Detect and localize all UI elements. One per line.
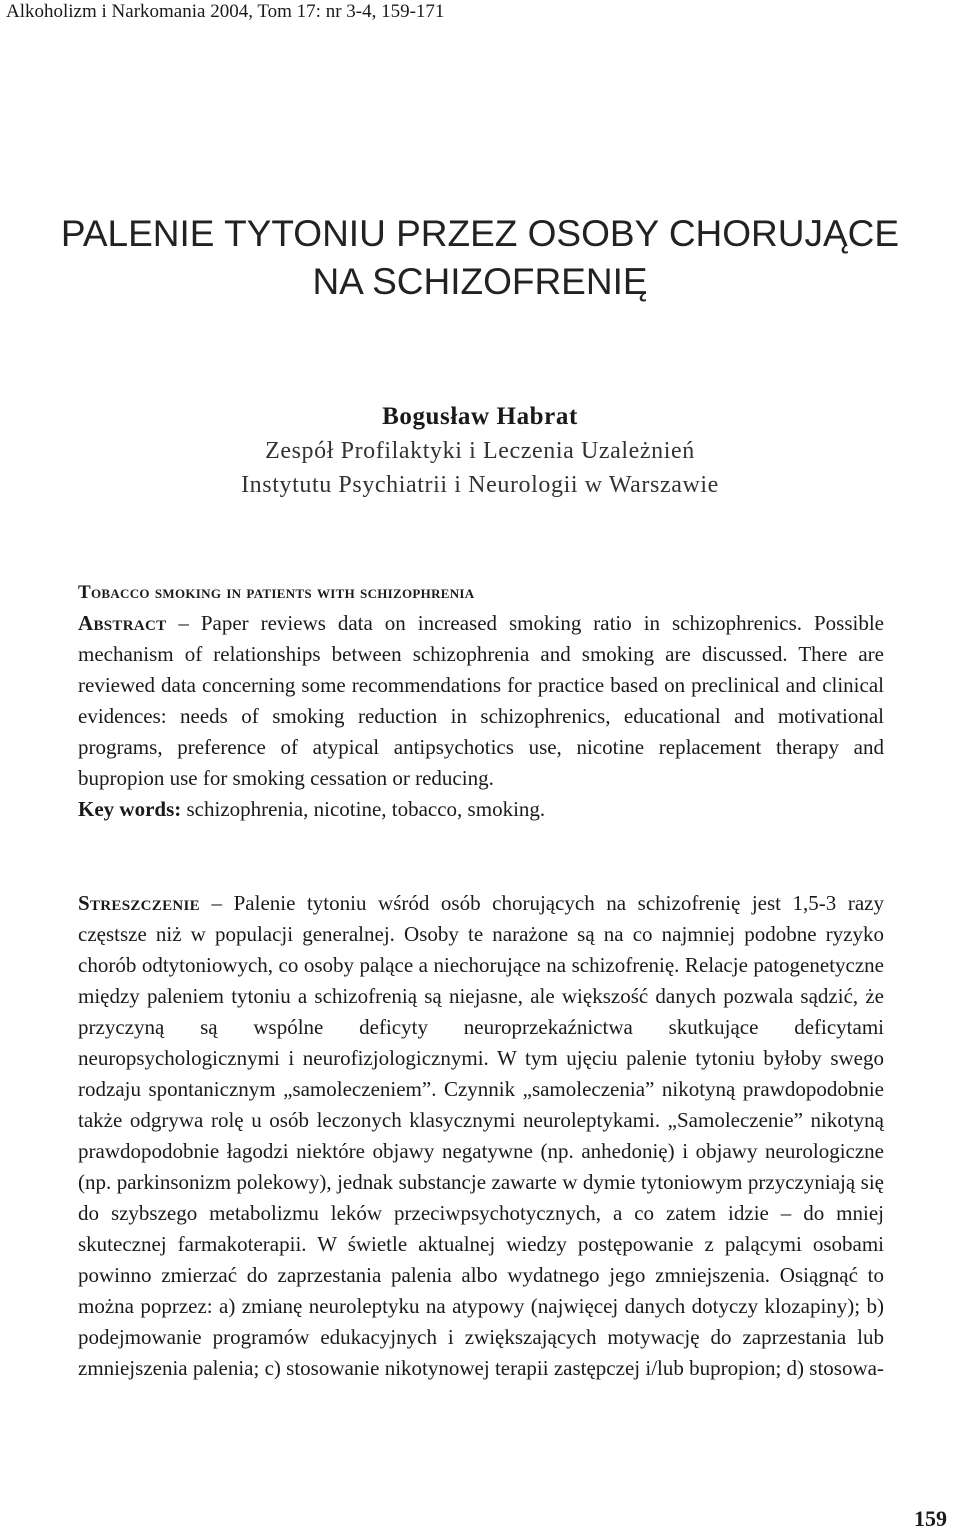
streszczenie-body: – Palenie tytoniu wśród osób chorujących na schizofrenię jest 1,5-3 razy częstsze niż w populacji generalnej. Osoby te narażone są na co najmniej podobne ryzyko chorób odtytoniowych, co osoby palące a niechorujące na schizofrenię. Relacje patogenetyczne między paleniem tytoniu a schizofrenią są niejasne, ale większość danych pozwala sądzić, że przyczyną są wspólne deficyty neuroprzekaźnictwa skutkujące deficytami neuropsychologicznymi i neurofizjologicznymi. W tym ujęciu palenie tytoniu byłoby swego rodzaju spontanicznym „samoleczeniem”. Czynnik „samoleczenia” nikotyną prawdopodobnie także odgrywa rolę u osób leczonych klasycznymi neuroleptykami. „Samoleczenie” nikotyną prawdopodobnie łagodzi niektóre objawy negatywne (np. anhedonię) i objawy neurologiczne (np. parkinsonizm polekowy), jednak substancje zawarte w dymie tytoniowym przyczyniają się do szybszego metabolizmu leków przeciwpsychotycznych, a co zatem idzie – do mniej skutecznej farmakoterapii. W świetle aktualnej wiedzy postępowanie z palącymi osobami powinno zmierzać do zaprzestania palenia albo wydatnego jego zmniejszenia. Osiągnąć to można poprzez: a) zmianę neuroleptyku na atypowy (najwięcej danych dotyczy klozapiny); b) podejmowanie programów edukacyjnych i zwiększających motywację do zaprzestania lub zmniejszenia palenia; c) stosowanie nikotynowej terapii zastępczej i/lub bupropion; d) stosowa- (78, 891, 884, 1380)
keywords-list: schizophrenia, nicotine, tobacco, smoking. (181, 797, 546, 821)
polish-abstract-text (78, 888, 884, 1384)
author-name: Bogusław Habrat (382, 403, 578, 430)
english-abstract-text (78, 608, 884, 794)
english-abstract (78, 577, 884, 825)
streszczenie-label: Streszczenie (78, 891, 200, 915)
author-affiliation-2: Instytutu Psychiatrii i Neurologii w Warszawie (241, 472, 719, 498)
abstract-body: – Paper reviews data on increased smoking ratio in schizophrenics. Possible mechanism of relationships between schizophrenia and smoking are discussed. There are reviewed data concerning some recommendations for practice based on preclinical and clinical evidences: needs of smoking reduction in schizophrenics, educational and motivational programs, preference of atypical antipsychotics use, nicotine replacement therapy and bupropion use for smoking cessation or reducing. (78, 611, 884, 790)
page-number: 159 (914, 1506, 947, 1531)
polish-abstract (78, 888, 884, 1384)
title-line-2: NA SCHIZOFRENIĘ (312, 261, 648, 302)
author-affiliation-1: Zespół Profilaktyki i Leczenia Uzależnień (265, 438, 695, 464)
keywords-label: Key words: (78, 797, 182, 821)
author-block (0, 400, 960, 502)
running-head: Alkoholizm i Narkomania 2004, Tom 17: nr 3-4, 159-171 (6, 1, 445, 22)
keywords (78, 794, 884, 825)
article-title (0, 210, 960, 306)
title-line-1: PALENIE TYTONIU PRZEZ OSOBY CHORUJĄCE (60, 213, 900, 254)
english-title: Tobacco smoking in patients with schizophrenia (78, 582, 475, 603)
abstract-label: Abstract (78, 611, 167, 635)
